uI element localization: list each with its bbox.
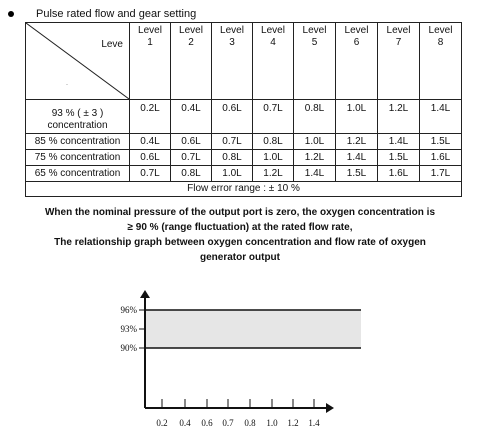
- table-cell: 0.7L: [212, 134, 253, 150]
- x-tick-label: 1.4: [308, 418, 320, 428]
- table-header-row: [26, 23, 462, 100]
- table-cell: 1.4L: [420, 100, 462, 134]
- diagonal-line: [26, 23, 129, 99]
- level-header: Level 7: [378, 23, 420, 100]
- x-ticks: [162, 399, 314, 408]
- row-label: 85 % concentration: [26, 134, 130, 150]
- x-tick-label: 1.2: [287, 418, 299, 428]
- table-cell: 1.2L: [294, 150, 336, 166]
- note-line: The relationship graph between oxygen concentration and flow rate of oxygen: [54, 237, 426, 248]
- y-tick-label: 93%: [120, 324, 137, 334]
- table-cell: 1.7L: [420, 166, 462, 182]
- y-tick-label: 90%: [120, 343, 137, 353]
- row-label: 93 % ( ± 3 ) concentration: [26, 100, 130, 134]
- y-tick-label: 96%: [120, 305, 137, 315]
- level-header: Level 4: [253, 23, 294, 100]
- table-row: [26, 166, 462, 182]
- table-cell: 0.7L: [253, 100, 294, 134]
- x-axis-arrow-icon: [326, 403, 334, 413]
- section-heading: [8, 8, 196, 20]
- row-label: 75 % concentration: [26, 150, 130, 166]
- level-header: Level 5: [294, 23, 336, 100]
- table-cell: 0.8L: [253, 134, 294, 150]
- level-header: Level 2: [171, 23, 212, 100]
- level-header: Level 3: [212, 23, 253, 100]
- table-cell: 1.5L: [420, 134, 462, 150]
- note-line: ≥ 90 % (range fluctuation) at the rated flow rate,: [127, 222, 353, 233]
- table-cell: 0.7L: [130, 166, 171, 182]
- concentration-band: [145, 310, 361, 348]
- table-cell: 0.4L: [130, 134, 171, 150]
- table-cell: 1.2L: [336, 134, 378, 150]
- table-cell: 1.2L: [253, 166, 294, 182]
- table-cell: 1.6L: [420, 150, 462, 166]
- table-cell: 0.4L: [171, 100, 212, 134]
- x-tick-label: 0.8: [244, 418, 256, 428]
- table-cell: 0.8L: [212, 150, 253, 166]
- table-cell: 1.5L: [336, 166, 378, 182]
- table-footer-row: [26, 182, 462, 197]
- table-cell: 0.2L: [130, 100, 171, 134]
- table-cell: 1.6L: [378, 166, 420, 182]
- table-cell: 0.6L: [171, 134, 212, 150]
- table-cell: 1.4L: [336, 150, 378, 166]
- table-cell: 1.0L: [336, 100, 378, 134]
- concentration-flow-graph: [0, 285, 480, 436]
- table-cell: 0.8L: [294, 100, 336, 134]
- flow-error-note: Flow error range : ± 10 %: [26, 182, 462, 197]
- table-cell: 0.8L: [171, 166, 212, 182]
- note-line: generator output: [200, 252, 280, 263]
- table-cell: 1.4L: [294, 166, 336, 182]
- corner-tick: ·: [66, 82, 68, 88]
- flow-gear-table: [25, 22, 462, 197]
- table-row: [26, 134, 462, 150]
- row-label: 65 % concentration: [26, 166, 130, 182]
- y-axis-arrow-icon: [140, 290, 150, 298]
- table-cell: 1.2L: [378, 100, 420, 134]
- x-tick-label: 0.2: [156, 418, 168, 428]
- table-row: [26, 100, 462, 134]
- table-cell: 0.7L: [171, 150, 212, 166]
- table-corner-cell: [26, 23, 130, 100]
- table-cell: 0.6L: [212, 100, 253, 134]
- table-cell: 1.0L: [212, 166, 253, 182]
- x-tick-label: 0.6: [201, 418, 213, 428]
- x-tick-label: 1.0: [266, 418, 278, 428]
- corner-label: Leve: [101, 39, 123, 50]
- note-line: When the nominal pressure of the output port is zero, the oxygen concentration is: [44, 207, 436, 218]
- table-cell: 0.6L: [130, 150, 171, 166]
- level-header: Level 6: [336, 23, 378, 100]
- table-cell: 1.5L: [378, 150, 420, 166]
- description-text: [0, 205, 480, 265]
- table-cell: 1.4L: [378, 134, 420, 150]
- table-row: [26, 150, 462, 166]
- section-title: Pulse rated flow and gear setting: [36, 8, 197, 20]
- x-tick-label: 0.7: [222, 418, 234, 428]
- table-cell: 1.0L: [294, 134, 336, 150]
- level-header: Level 1: [130, 23, 171, 100]
- level-header: Level 8: [420, 23, 462, 100]
- x-tick-label: 0.4: [179, 418, 191, 428]
- bullet-icon: [8, 11, 14, 17]
- table-cell: 1.0L: [253, 150, 294, 166]
